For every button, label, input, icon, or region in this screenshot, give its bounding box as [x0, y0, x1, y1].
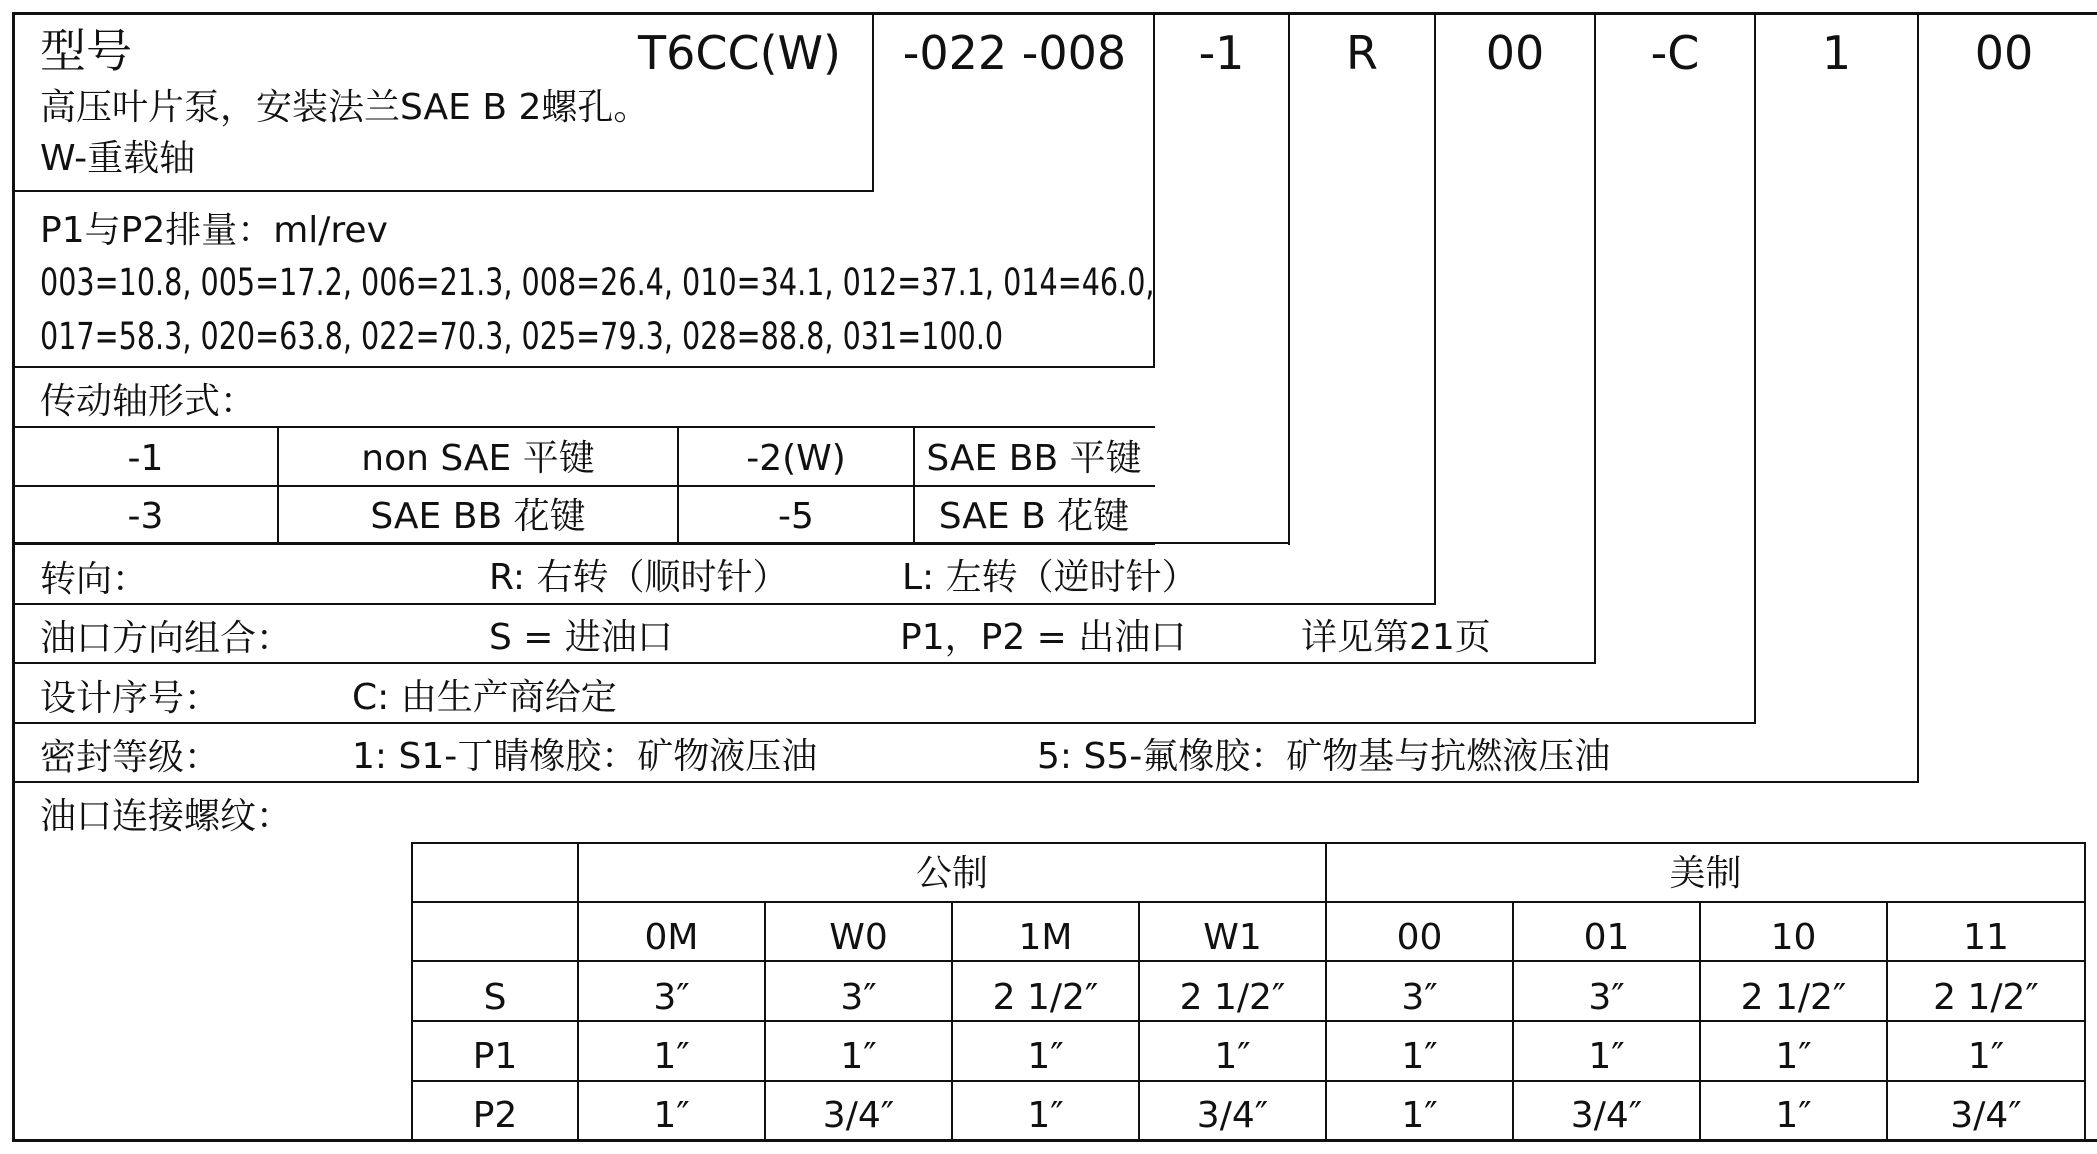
thread-cell: 1″	[653, 1095, 690, 1136]
divider-h-782	[12, 781, 1919, 783]
thread-cell: 3″	[1401, 977, 1438, 1018]
thread-cell: 2 1/2″	[1933, 977, 2039, 1018]
seal-option-5: 5: S5-氟橡胶：矿物基与抗燃液压油	[1037, 736, 1611, 777]
divider-v-872	[872, 12, 874, 192]
shaft-desc-1: non SAE 平键	[361, 438, 595, 479]
thread-table-row-1	[411, 901, 2086, 903]
code-port-orientation: 00	[1485, 26, 1545, 80]
heavy-shaft-note: W-重载轴	[40, 138, 196, 179]
shaft-row-line-3	[12, 543, 1155, 545]
thread-cell: 2 1/2″	[992, 977, 1099, 1018]
ports-page-ref: 详见第21页	[1301, 617, 1491, 658]
thread-cell: 1″	[1027, 1095, 1064, 1136]
displacement-title: P1与P2排量：ml/rev	[40, 210, 388, 251]
divider-h-367	[12, 366, 1155, 368]
frame-bottom-line	[12, 1139, 2097, 1142]
divider-v-1754	[1754, 12, 1756, 724]
thread-col-header: 00	[1396, 917, 1443, 958]
divider-v-1594	[1594, 12, 1596, 664]
seal-label: 密封等级：	[40, 737, 221, 778]
pump-description: 高压叶片泵，安装法兰SAE B 2螺孔。	[40, 87, 650, 128]
frame-top-line	[12, 12, 2097, 15]
thread-cell: 3″	[1588, 977, 1625, 1018]
code-seal: 1	[1821, 26, 1852, 80]
design-label: 设计序号：	[40, 678, 221, 719]
thread-cell: 3/4″	[1570, 1095, 1643, 1136]
divider-v-1288	[1288, 12, 1290, 545]
thread-row-name: S	[483, 977, 507, 1018]
thread-cell: 3/4″	[1196, 1095, 1269, 1136]
thread-cell: 3/4″	[822, 1095, 895, 1136]
thread-col-header: W0	[829, 917, 888, 958]
threads-label: 油口连接螺纹：	[40, 796, 293, 837]
thread-row-name: P1	[472, 1036, 518, 1077]
ports-outlet: P1，P2 = 出油口	[900, 617, 1187, 658]
ports-label: 油口方向组合：	[40, 618, 293, 659]
thread-col-header: W1	[1203, 917, 1262, 958]
thread-cell: 3″	[653, 977, 690, 1018]
thread-col-header: 1M	[1018, 917, 1073, 958]
model-label: 型号	[40, 24, 132, 78]
thread-table-row-2	[411, 960, 2086, 962]
thread-cell: 1″	[840, 1036, 877, 1077]
thread-table-right	[2084, 842, 2086, 1140]
thread-cell: 1″	[1588, 1036, 1625, 1077]
design-value: C: 由生产商给定	[352, 677, 617, 718]
shaft-code-5: -5	[778, 496, 814, 537]
ports-inlet: S = 进油口	[489, 617, 673, 658]
shaft-desc-3: SAE BB 花键	[370, 496, 586, 537]
divider-h-723	[12, 722, 1756, 724]
seal-option-1: 1: S1-丁睛橡胶：矿物液压油	[352, 736, 818, 777]
base-code: T6CC(W)	[638, 26, 841, 80]
group-metric-header: 公制	[915, 853, 988, 894]
divider-h-192	[12, 190, 874, 192]
thread-cell: 1″	[1967, 1036, 2005, 1077]
thread-table-row-3	[411, 1020, 2086, 1022]
thread-table-top	[411, 842, 2086, 844]
thread-cell: 2 1/2″	[1740, 977, 1847, 1018]
rotation-left: L: 左转（逆时针）	[902, 557, 1198, 598]
code-design: -C	[1650, 26, 1700, 80]
thread-col-header: 11	[1963, 917, 2009, 958]
thread-cell: 2 1/2″	[1179, 977, 1286, 1018]
thread-cell: 3″	[840, 977, 877, 1018]
code-displacement: -022 -008	[902, 26, 1127, 80]
thread-cell: 1″	[1027, 1036, 1064, 1077]
thread-cell: 1″	[1401, 1036, 1438, 1077]
code-thread: 00	[1974, 26, 2034, 80]
shaft-code-2w: -2(W)	[746, 438, 846, 479]
thread-cell: 1″	[1775, 1095, 1812, 1136]
thread-col-header: 10	[1770, 917, 1817, 958]
thread-table-row-4	[411, 1080, 2086, 1082]
thread-col-header: 0M	[644, 917, 699, 958]
thread-cell: 1″	[1775, 1036, 1812, 1077]
thread-cell: 1″	[653, 1036, 690, 1077]
shaft-desc-2w: SAE BB 平键	[926, 438, 1142, 479]
shaft-desc-5: SAE B 花键	[938, 496, 1130, 537]
thread-row-name: P2	[472, 1095, 518, 1136]
divider-h-663	[12, 662, 1596, 664]
group-us-header: 美制	[1669, 853, 1742, 894]
divider-v-1917	[1917, 12, 1919, 782]
displacement-line-1: 003=10.8, 005=17.2, 006=21.3, 008=26.4, 010=34.1, 012=37.1, 014=46.0,	[40, 261, 1155, 304]
code-shaft: -1	[1198, 26, 1245, 80]
shaft-row-line-1	[12, 426, 1155, 428]
divider-h-604	[12, 603, 1436, 605]
thread-col-header: 01	[1583, 917, 1630, 958]
frame-left-line	[12, 12, 15, 1142]
thread-cell: 3/4″	[1950, 1095, 2022, 1136]
shaft-code-3: -3	[127, 496, 164, 537]
thread-cell: 1″	[1401, 1095, 1438, 1136]
rotation-label: 转向：	[40, 559, 149, 600]
thread-cell: 1″	[1214, 1036, 1251, 1077]
rotation-right: R: 右转（顺时针）	[489, 557, 789, 598]
code-rotation: R	[1346, 26, 1378, 80]
shaft-code-1: -1	[127, 438, 164, 479]
displacement-line-2: 017=58.3, 020=63.8, 022=70.3, 025=79.3, 028=88.8, 031=100.0	[40, 315, 1004, 358]
divider-v-1434	[1434, 12, 1436, 605]
shaft-row-line-2	[12, 485, 1155, 487]
shaft-title: 传动轴形式：	[40, 381, 257, 422]
